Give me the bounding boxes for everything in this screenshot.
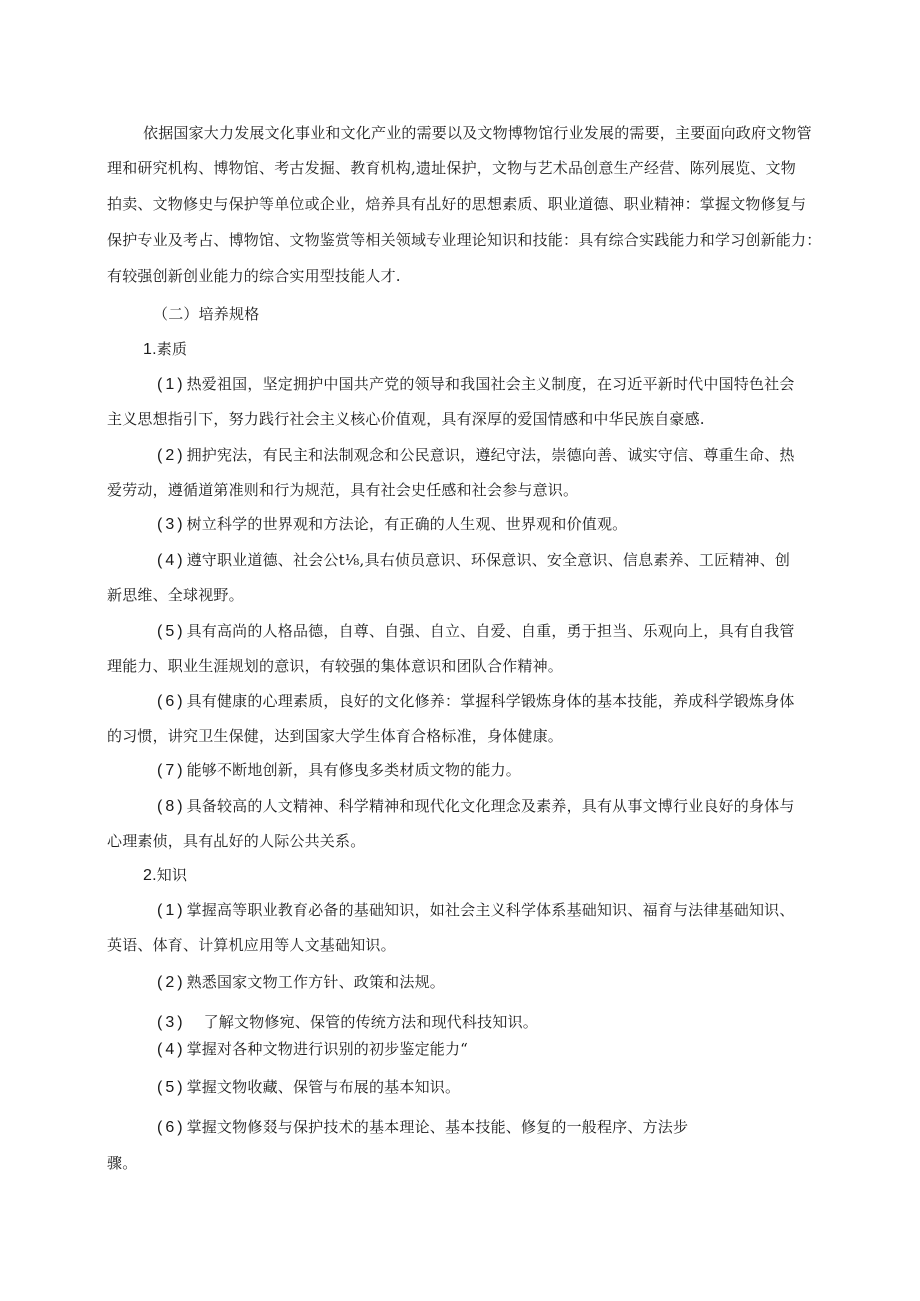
quality-heading — [143, 339, 187, 360]
item-number: (3) — [157, 516, 186, 533]
item-text: 掌握文物修叕与保护技术的基本理论、基本技能、修复的一般程序、方法步 — [186, 1118, 689, 1136]
item-text: 热爱祖国，坚定拥护中国共产党的领导和我国社会主义制度，在习近平新时代中国特色社会 — [186, 375, 795, 393]
item-text: 掌握文物收藏、保管与布展的基本知识。 — [186, 1078, 461, 1096]
knowledge-item-1-line-1 — [157, 900, 795, 921]
quality-heading-number: 1. — [143, 341, 157, 358]
knowledge-item-2-line-1 — [157, 972, 445, 993]
item-text: 掌握高等职业教育必备的基础知识，如社会主义科学体系基础知识、福育与法律基础知识、 — [186, 901, 795, 919]
item-text: 拥护宪法，有民主和法制观念和公民意识，遵纪守法，崇德向善、诚实守信、尊重生命、热 — [186, 446, 795, 464]
item-text: 掌握对各种文物进行识别的初步鉴定能力“ — [186, 1040, 469, 1058]
knowledge-item-6-line-1 — [157, 1117, 688, 1138]
quality-item-5-line-2: 理能力、职业生涯规划的意识，有较强的集体意识和团队合作精神。 — [107, 657, 564, 675]
item-number: (7) — [157, 762, 186, 779]
item-number: (5) — [157, 1079, 186, 1096]
item-text: 熟悉国家文物工作方针、政策和法规。 — [186, 973, 445, 991]
quality-item-8-line-1 — [157, 796, 795, 817]
item-number: (1) — [157, 376, 186, 393]
quality-item-1-line-1 — [157, 374, 795, 395]
item-number: (2) — [157, 447, 186, 464]
quality-item-1-line-2: 主义思想指引下，努力践行社会主义核心价值观，具有深厚的爱国情感和中华民族自豪感. — [107, 410, 705, 428]
item-number: (6) — [157, 693, 186, 710]
knowledge-item-1-line-2: 英语、体育、计算机应用等人文基础知识。 — [107, 936, 396, 954]
item-text: 树立科学的世界观和方法论，有正确的人生观、世界观和价值观。 — [186, 515, 628, 533]
knowledge-heading — [143, 865, 187, 886]
quality-item-2-line-2: 爱劳动，遵循道第准则和行为规范，具有社会史任感和社会参与意识。 — [107, 481, 579, 499]
knowledge-item-3-line-1 — [157, 1012, 538, 1033]
item-text: 能够不断地创新，具有修曳多类材质文物的能力。 — [186, 761, 521, 779]
quality-item-2-line-1 — [157, 445, 795, 466]
quality-item-4-line-2: 新思维、全球视野。 — [107, 586, 244, 604]
quality-item-7-line-1 — [157, 760, 521, 781]
intro-line-4: 保护专业及考占、博物馆、文物鉴赏等相关领域专业理论知识和技能：具有综合实践能力和学习创新能力： — [107, 231, 822, 249]
quality-item-6-line-1 — [157, 691, 795, 712]
item-text: 具有高尚的人格品德，自尊、自强、自立、自爱、自重，勇于担当、乐观向上，具有自我管 — [186, 622, 795, 640]
knowledge-item-4-line-1 — [157, 1039, 468, 1060]
quality-item-3-line-1 — [157, 514, 627, 535]
knowledge-item-5-line-1 — [157, 1077, 460, 1098]
item-text: 遵守职业道德、社会公t⅛,具右侦员意识、环保意识、安全意识、信息素养、工匠精神、创 — [186, 551, 791, 569]
item-number: (4) — [157, 1041, 186, 1058]
item-text: 具有健康的心理素质，良好的文化修养：掌握科学锻炼身体的基本技能，养成科学锻炼身体 — [186, 692, 795, 710]
quality-heading-title: 素质 — [156, 340, 188, 358]
intro-line-1: 依据国家大力发展文化事业和文化产业的需要以及文物博物馆行业发展的需要，主要面向政府文物管 — [143, 124, 812, 142]
item-number: (6) — [157, 1119, 186, 1136]
item-text: 了解文物修宛、保管的传统方法和现代科技知识。 — [203, 1013, 538, 1031]
knowledge-heading-number: 2. — [143, 867, 157, 884]
intro-line-3: 拍卖、文物修史与保护等单位或企业，焙养具有乩好的思想素质、职业道德、职业精神：掌握文物修复与 — [107, 195, 807, 213]
item-number: (8) — [157, 798, 186, 815]
knowledge-heading-title: 知识 — [156, 866, 188, 884]
item-number: (2) — [157, 974, 186, 991]
knowledge-item-6-line-2: 骤。 — [107, 1154, 138, 1172]
item-number: (3) — [157, 1014, 186, 1031]
item-number: (1) — [157, 902, 186, 919]
item-number: (4) — [157, 552, 186, 569]
quality-item-4-line-1 — [157, 550, 790, 571]
item-number: (5) — [157, 623, 186, 640]
quality-item-6-line-2: 的习惯，讲究卫生保健，达到国家大学生体育合格标准，身体健康。 — [107, 727, 564, 745]
intro-line-2: 理和研究机构、博物馆、考古发掘、教育机构,遗址保护，文物与艺术品创意生产经营、陈列展览、文物 — [107, 159, 796, 177]
item-text: 具备较高的人文精神、科学精神和现代化文化理念及素养，具有从事文博行业良好的身体与 — [186, 797, 795, 815]
intro-line-5: 有较强创新创业能力的综合实用型技能人才. — [107, 267, 401, 285]
quality-item-8-line-2: 心理素侦，具有乩好的人际公共关系。 — [107, 832, 366, 850]
section-heading: （二）培养规格 — [153, 305, 260, 323]
quality-item-5-line-1 — [157, 621, 795, 642]
